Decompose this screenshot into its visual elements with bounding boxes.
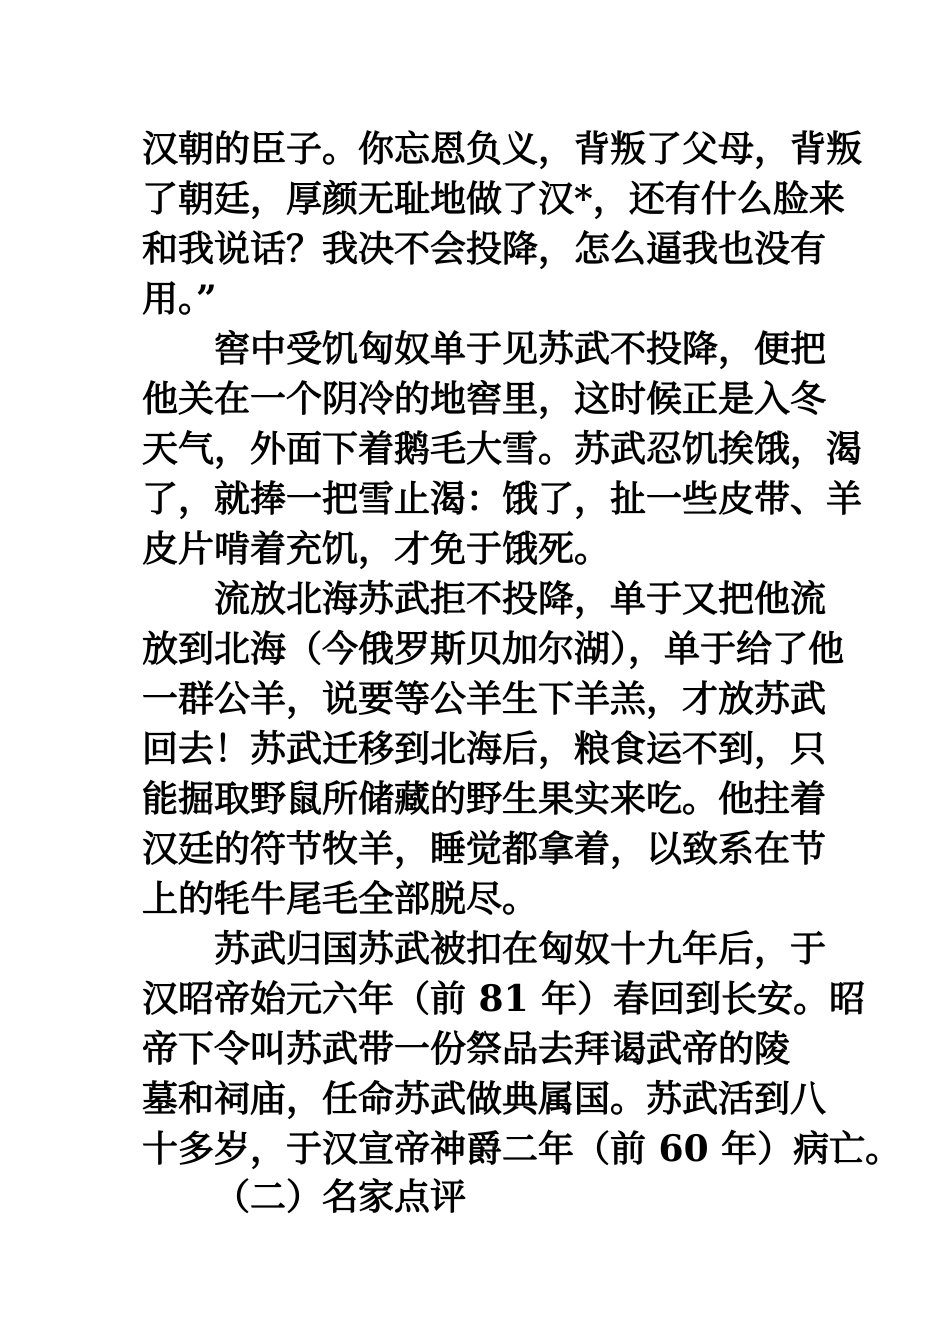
text-line: 和我说话？我决不会投降，怎么逼我也没有 bbox=[142, 228, 827, 270]
text-line: 十多岁，于汉宣帝神爵二年（前 60 年）病亡。 bbox=[142, 1128, 902, 1170]
paragraph-refusal-speech bbox=[142, 124, 863, 324]
text-line: 上的牦牛尾毛全部脱尽。 bbox=[142, 878, 539, 920]
text-line: 了朝廷，厚颜无耻地做了汉*，还有什么脸来 bbox=[142, 178, 845, 220]
paragraph-cellar-hunger bbox=[142, 324, 863, 574]
text-line: 帝下令叫苏武带一份祭品去拜谒武帝的陵 bbox=[142, 1028, 791, 1070]
text-line: 了，就捧一把雪止渴：饿了，扯一些皮带、羊 bbox=[142, 478, 863, 520]
text-line: 流放北海苏武拒不投降，单于又把他流 bbox=[214, 578, 827, 620]
text-line: 皮片啃着充饥，才免于饿死。 bbox=[142, 528, 611, 570]
text-line: 放到北海（今俄罗斯贝加尔湖），单于给了他 bbox=[142, 628, 845, 670]
paragraph-return-home bbox=[142, 924, 902, 1174]
text-line: 汉廷的符节牧羊，睡觉都拿着，以致系在节 bbox=[142, 828, 827, 870]
body-text bbox=[142, 124, 902, 1174]
text-line: 一群公羊，说要等公羊生下羊羔，才放苏武 bbox=[142, 678, 827, 720]
paragraph-exile-north-sea bbox=[142, 574, 845, 924]
text-line: 能掘取野鼠所储藏的野生果实来吃。他拄着 bbox=[142, 778, 827, 820]
text-line: 墓和祠庙，任命苏武做典属国。苏武活到八 bbox=[142, 1078, 827, 1120]
text-line: 天气，外面下着鹅毛大雪。苏武忍饥挨饿，渴 bbox=[142, 428, 863, 470]
text-line: 回去！苏武迁移到北海后，粮食运不到，只 bbox=[142, 728, 827, 770]
text-line: 他关在一个阴冷的地窖里，这时候正是入冬 bbox=[142, 378, 827, 420]
text-line: 苏武归国苏武被扣在匈奴十九年后，于 bbox=[214, 928, 827, 970]
section-heading: （二）名家点评 bbox=[214, 1176, 467, 1218]
text-line: 汉昭帝始元六年（前 81 年）春回到长安。昭 bbox=[142, 978, 866, 1020]
text-line: 窖中受饥匈奴单于见苏武不投降，便把 bbox=[214, 328, 827, 370]
text-line: 用。” bbox=[142, 278, 217, 320]
text-line: 汉朝的臣子。你忘恩负义，背叛了父母，背叛 bbox=[142, 128, 863, 170]
